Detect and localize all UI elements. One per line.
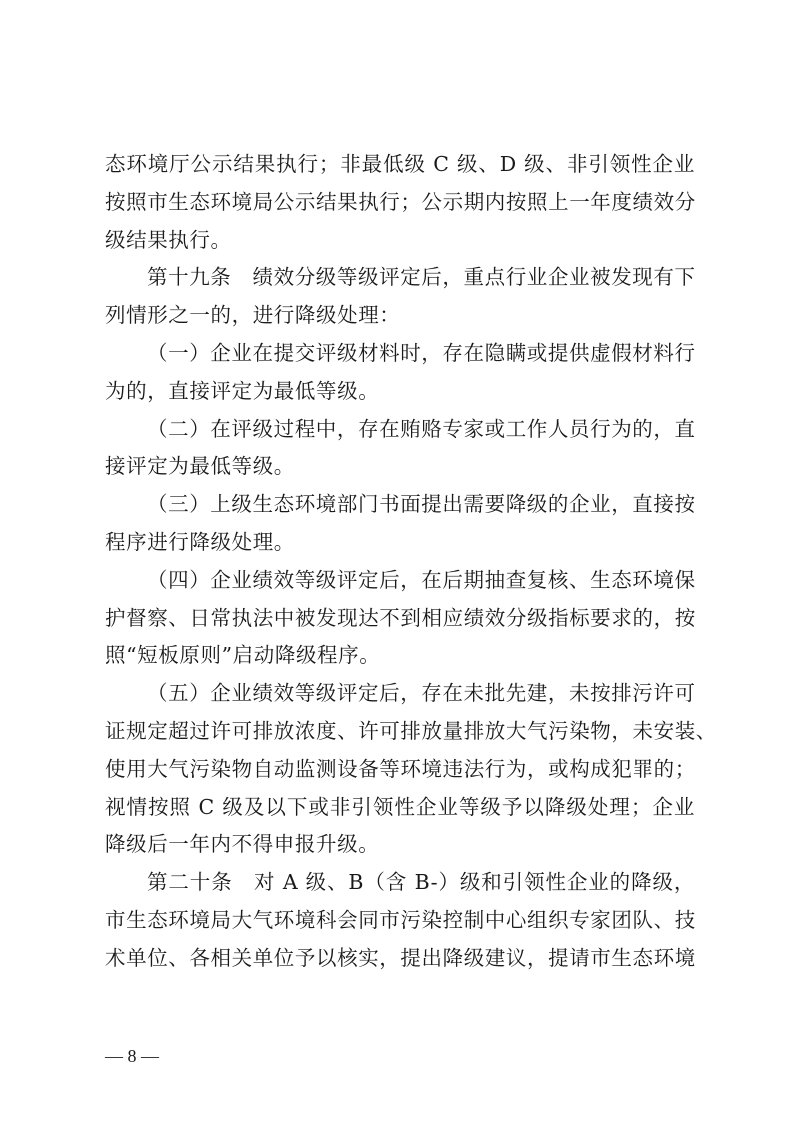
document-body [105,146,717,978]
text-line: 视情按照 C 级及以下或非引领性企业等级予以降级处理；企业 [105,794,695,819]
clause-1-line: （一）企业在提交评级材料时，存在隐瞒或提供虚假材料行 [147,340,696,365]
text-line: 护督察、日常执法中被发现达不到相应绩效分级指标要求的，按 [105,605,696,630]
text-line: 级结果执行。 [105,227,232,252]
article-20-heading-line: 第二十条 对 A 级、B（含 B-）级和引领性企业的降级， [147,870,695,895]
page-number: — 8 — [105,1046,159,1066]
text-line: 列情形之一的，进行降级处理： [105,303,401,328]
text-line: 接评定为最低等级。 [105,454,295,479]
text-line: 使用大气污染物自动监测设备等环境违法行为，或构成犯罪的； [105,756,696,781]
clause-3-line: （三）上级生态环境部门书面提出需要降级的企业，直接按 [147,492,696,517]
text-line: 按照市生态环境局公示结果执行；公示期内按照上一年度绩效分 [105,189,696,214]
text-line: 为的，直接评定为最低等级。 [105,378,380,403]
text-line: 程序进行降级处理。 [105,529,295,554]
text-line: 态环境厅公示结果执行；非最低级 C 级、D 级、非引领性企业 [105,152,695,176]
article-19-heading-line: 第十九条 绩效分级等级评定后，重点行业企业被发现有下 [147,265,696,290]
clause-5-line: （五）企业绩效等级评定后，存在未批先建，未按排污许可 [147,681,696,706]
text-line: 术单位、各相关单位予以核实，提出降级建议，提请市生态环境 [105,945,696,970]
text-line: 降级后一年内不得申报升级。 [105,832,380,857]
text-line: 市生态环境局大气环境科会同市污染控制中心组织专家团队、技 [105,907,696,932]
clause-4-line: （四）企业绩效等级评定后，在后期抽查复核、生态环境保 [147,567,696,592]
clause-2-line: （二）在评级过程中，存在贿赂专家或工作人员行为的，直 [147,416,696,441]
text-line: 照“短板原则”启动降级程序。 [105,643,381,668]
text-line: 证规定超过许可排放浓度、许可排放量排放大气污染物，未安装、 [105,718,717,743]
